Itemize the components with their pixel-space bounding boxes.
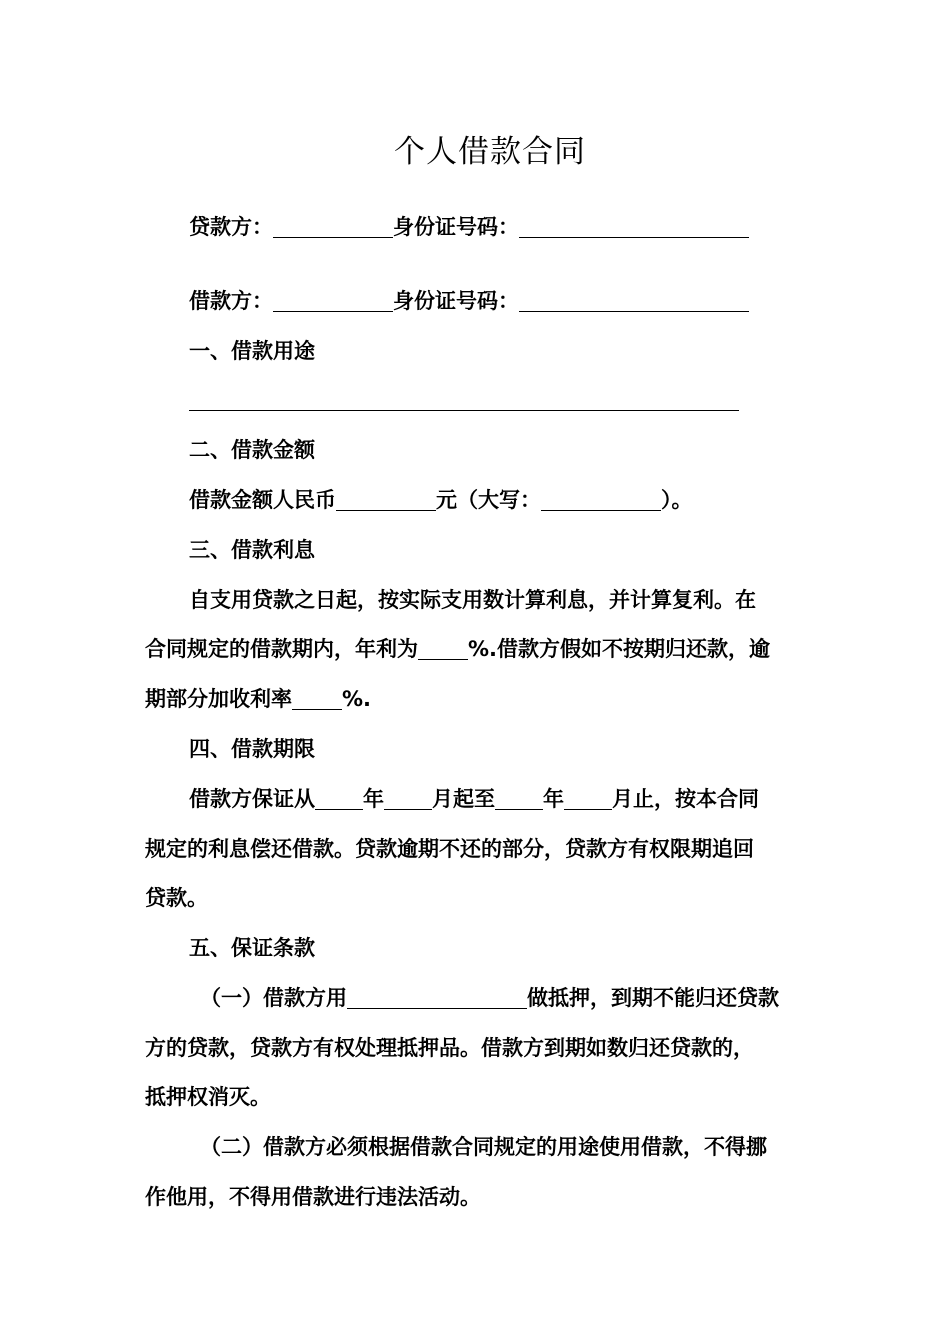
borrower-line <box>189 276 854 326</box>
interest-para-line-1: 自支用贷款之日起，按实际支用数计算利息，并计算复利。在 <box>189 588 756 612</box>
overdue-text-a: 期部分加收利率 <box>145 687 292 711</box>
section-heading-guarantee: 五、保证条款 <box>189 936 315 960</box>
interest-para-line-3 <box>145 674 810 724</box>
guarantee-1-text-a: （一）借款方用 <box>200 986 347 1010</box>
term-para-line-3: 贷款。 <box>145 886 208 910</box>
interest-text-a: 合同规定的借款期内，年利为 <box>145 637 418 661</box>
lender-id-blank[interactable] <box>519 213 749 238</box>
purpose-blank-line[interactable] <box>189 410 739 411</box>
lender-name-blank[interactable] <box>273 213 393 238</box>
section-heading-term: 四、借款期限 <box>189 737 315 761</box>
section-heading-purpose: 一、借款用途 <box>189 339 315 363</box>
end-year-blank[interactable] <box>495 785 543 810</box>
guarantee-2-line-1: （二）借款方必须根据借款合同规定的用途使用借款，不得挪 <box>200 1135 767 1159</box>
borrower-label: 借款方： <box>189 289 273 313</box>
guarantee-1-line-3: 抵押权消灭。 <box>145 1085 271 1109</box>
overdue-rate-blank[interactable] <box>292 685 342 710</box>
borrower-id-blank[interactable] <box>519 287 749 312</box>
guarantee-1-line-2: 方的贷款，贷款方有权处理抵押品。借款方到期如数归还贷款的， <box>145 1036 754 1060</box>
borrower-id-label: 身份证号码： <box>393 289 519 313</box>
term-para-line-2: 规定的利息偿还借款。贷款逾期不还的部分，贷款方有权限期追回 <box>145 837 754 861</box>
section-heading-interest: 三、借款利息 <box>189 538 315 562</box>
term-year-2: 年 <box>543 787 564 811</box>
amount-text-c: ）。 <box>661 488 693 512</box>
lender-label: 贷款方： <box>189 215 273 239</box>
amount-words-blank[interactable] <box>541 486 661 511</box>
overdue-text-b: %. <box>342 687 372 711</box>
amount-text-a: 借款金额人民币 <box>189 488 336 512</box>
term-month-from: 月起至 <box>432 787 495 811</box>
term-para-line-1 <box>189 774 854 824</box>
term-year-1: 年 <box>363 787 384 811</box>
amount-number-blank[interactable] <box>336 486 436 511</box>
term-text-a: 借款方保证从 <box>189 787 315 811</box>
amount-text-b: 元（大写： <box>436 488 541 512</box>
amount-line <box>189 475 854 525</box>
start-month-blank[interactable] <box>384 785 432 810</box>
lender-id-label: 身份证号码： <box>393 215 519 239</box>
page-title: 个人借款合同 <box>394 134 586 170</box>
collateral-blank[interactable] <box>347 984 527 1009</box>
section-heading-amount: 二、借款金额 <box>189 438 315 462</box>
borrower-name-blank[interactable] <box>273 287 393 312</box>
annual-rate-blank[interactable] <box>418 635 468 660</box>
guarantee-1-line-1 <box>200 973 865 1023</box>
guarantee-1-text-b: 做抵押，到期不能归还贷款 <box>527 986 779 1010</box>
guarantee-2-line-2: 作他用，不得用借款进行违法活动。 <box>145 1185 481 1209</box>
interest-text-b: %.借款方假如不按期归还款，逾 <box>468 637 771 661</box>
term-month-to: 月止，按本合同 <box>612 787 759 811</box>
start-year-blank[interactable] <box>315 785 363 810</box>
lender-line <box>189 202 854 252</box>
interest-para-line-2 <box>145 624 810 674</box>
end-month-blank[interactable] <box>564 785 612 810</box>
